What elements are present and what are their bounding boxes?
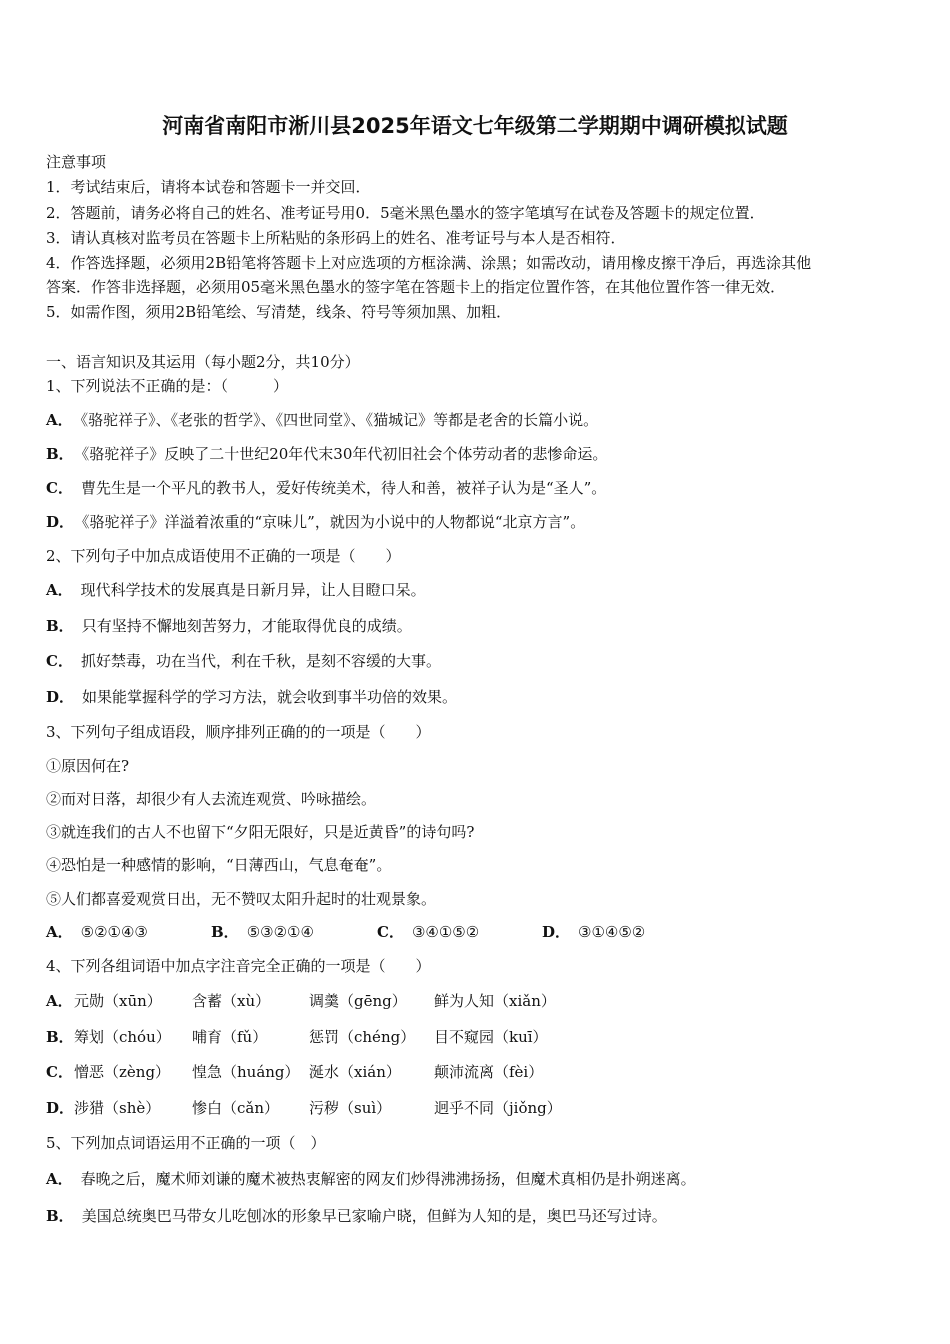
option-label: C． (377, 923, 404, 941)
word-item: 惶急（huáng） (192, 1063, 300, 1081)
question-4-stem: 4、下列各组词语中加点字注音完全正确的一项是（ ） (46, 957, 431, 975)
question-3-option-d (542, 922, 645, 942)
word-item: 迥乎不同（jiǒng） (434, 1099, 562, 1117)
option-label: A． (46, 1170, 73, 1188)
word-item: 颠沛流离（fèi） (434, 1063, 544, 1081)
option-label: C． (46, 479, 73, 497)
option-label: D． (46, 1099, 75, 1117)
question-5-stem: 5、下列加点词语运用不正确的一项（ ） (46, 1134, 326, 1152)
word-item: 调羹（gēng） (309, 992, 407, 1010)
option-label: C． (46, 1063, 73, 1081)
notice-item: 答案．作答非选择题，必须用05毫米黑色墨水的签字笔在答题卡上的指定位置作答，在其他位置作答一律无效． (46, 278, 786, 296)
option-text: 《骆驼祥子》反映了二十世纪20年代末30年代初旧社会个体劳动者的悲惨命运。 (81, 445, 608, 463)
question-3-sentence: ②而对日落，却很少有人去流连观赏、吟咏描绘。 (46, 790, 377, 808)
question-3-sentence: ⑤人们都喜爱观赏日出，无不赞叹太阳升起时的壮观景象。 (46, 890, 437, 908)
notice-item: 2．答题前，请务必将自己的姓名、准考证号用0．5毫米黑色墨水的签字笔填写在试卷及答题卡的规定位置． (46, 204, 765, 222)
question-1-option-c (46, 478, 606, 498)
word-item: 鲜为人知（xiǎn） (434, 992, 556, 1010)
word-item: 涎水（xián） (309, 1063, 401, 1081)
page-title: 河南省南阳市淅川县2025年语文七年级第二学期期中调研模拟试题 (162, 114, 788, 138)
option-text: 抓好禁毒，功在当代，利在千秋，是刻不容缓的大事。 (80, 652, 441, 670)
word-item: 哺育（fǔ） (192, 1028, 268, 1046)
word-item: 含蓄（xù） (192, 992, 271, 1010)
word-item: 惩罚（chéng） (309, 1028, 416, 1046)
question-3-sentence: ①原因何在? (46, 757, 130, 775)
option-label: C． (46, 652, 73, 670)
question-1-option-d (46, 512, 585, 532)
notice-item: 4．作答选择题，必须用2B铅笔将答题卡上对应选项的方框涂满、涂黑；如需改动，请用橡皮擦干净后，再选涂其他 (46, 254, 812, 272)
question-2-stem: 2、下列句子中加点成语使用不正确的一项是（ ） (46, 547, 401, 565)
question-3-sentence: ④恐怕是一种感情的影响，“日薄西山，气息奄奄”。 (46, 856, 392, 874)
question-2-option-c (46, 651, 441, 671)
notice-item: 1．考试结束后，请将本试卷和答题卡一并交回． (46, 178, 371, 196)
option-label: B． (46, 1028, 74, 1046)
option-label: A． (46, 923, 73, 941)
option-label: B． (46, 617, 74, 635)
option-text: ⑤③②①④ (246, 923, 314, 941)
option-label: B． (211, 923, 239, 941)
question-3-option-b (211, 922, 314, 942)
option-text: 《骆驼祥子》洋溢着浓重的“京味儿”，就因为小说中的人物都说“北京方言”。 (82, 513, 586, 531)
option-text: ③④①⑤② (411, 923, 480, 941)
word-item: 筹划（chóu） (74, 1028, 171, 1046)
option-text: 如果能掌握科学的学习方法，就会收到事半功倍的效果。 (82, 688, 458, 706)
question-3-stem: 3、下列句子组成语段，顺序排列正确的的一项是（ ） (46, 723, 431, 741)
question-3-sentence: ③就连我们的古人不也留下“夕阳无限好，只是近黄昏”的诗句吗? (46, 823, 475, 841)
question-5-option-b (46, 1206, 667, 1226)
option-text: 《骆驼祥子》、《老张的哲学》、《四世同堂》、《猫城记》等都是老舍的长篇小说。 (80, 411, 599, 429)
option-label: D． (542, 923, 571, 941)
question-5-option-a (46, 1169, 696, 1189)
question-1-option-a (46, 410, 598, 430)
option-label: D． (46, 688, 75, 706)
question-2-option-b (46, 616, 412, 636)
word-item: 目不窥园（kuī） (434, 1028, 548, 1046)
option-text: 现代科学技术的发展真是日新月异，让人目瞪口呆。 (80, 581, 426, 599)
option-label: D． (46, 513, 75, 531)
option-label: A． (46, 581, 73, 599)
option-text: ③①④⑤② (578, 923, 646, 941)
notice-heading: 注意事项 (46, 153, 107, 171)
question-3-option-a (46, 922, 148, 942)
option-text: 春晚之后，魔术师刘谦的魔术被热衷解密的网友们炒得沸沸扬扬，但魔术真相仍是扑朔迷离。 (80, 1170, 696, 1188)
word-item: 涉猎（shè） (74, 1099, 161, 1117)
option-label: A． (46, 992, 73, 1010)
section-heading: 一、语言知识及其运用（每小题2分，共10分） (46, 353, 360, 371)
notice-item: 3．请认真核对监考员在答题卡上所粘贴的条形码上的姓名、准考证号与本人是否相符． (46, 229, 626, 247)
option-label: B． (46, 445, 74, 463)
option-text: 曹先生是一个平凡的教书人，爱好传统美术，待人和善，被祥子认为是“圣人”。 (80, 479, 607, 497)
option-label: B． (46, 1207, 74, 1225)
option-label: A． (46, 411, 73, 429)
word-item: 憎恶（zèng） (74, 1063, 171, 1081)
question-1-option-b (46, 444, 607, 464)
question-2-option-a (46, 580, 426, 600)
word-item: 惨白（cǎn） (192, 1099, 280, 1117)
option-text: 只有坚持不懈地刻苦努力，才能取得优良的成绩。 (81, 617, 412, 635)
option-text: 美国总统奥巴马带女儿吃刨冰的形象早已家喻户晓，但鲜为人知的是，奥巴马还写过诗。 (81, 1207, 667, 1225)
option-text: ⑤②①④③ (80, 923, 148, 941)
word-item: 元勋（xūn） (74, 992, 162, 1010)
question-1-stem: 1、下列说法不正确的是：（ ） (46, 377, 289, 395)
word-item: 污秽（suì） (309, 1099, 392, 1117)
question-2-option-d (46, 687, 457, 707)
notice-item: 5．如需作图，须用2B铅笔绘、写清楚，线条、符号等须加黑、加粗． (46, 303, 512, 321)
question-3-option-c (377, 922, 479, 942)
